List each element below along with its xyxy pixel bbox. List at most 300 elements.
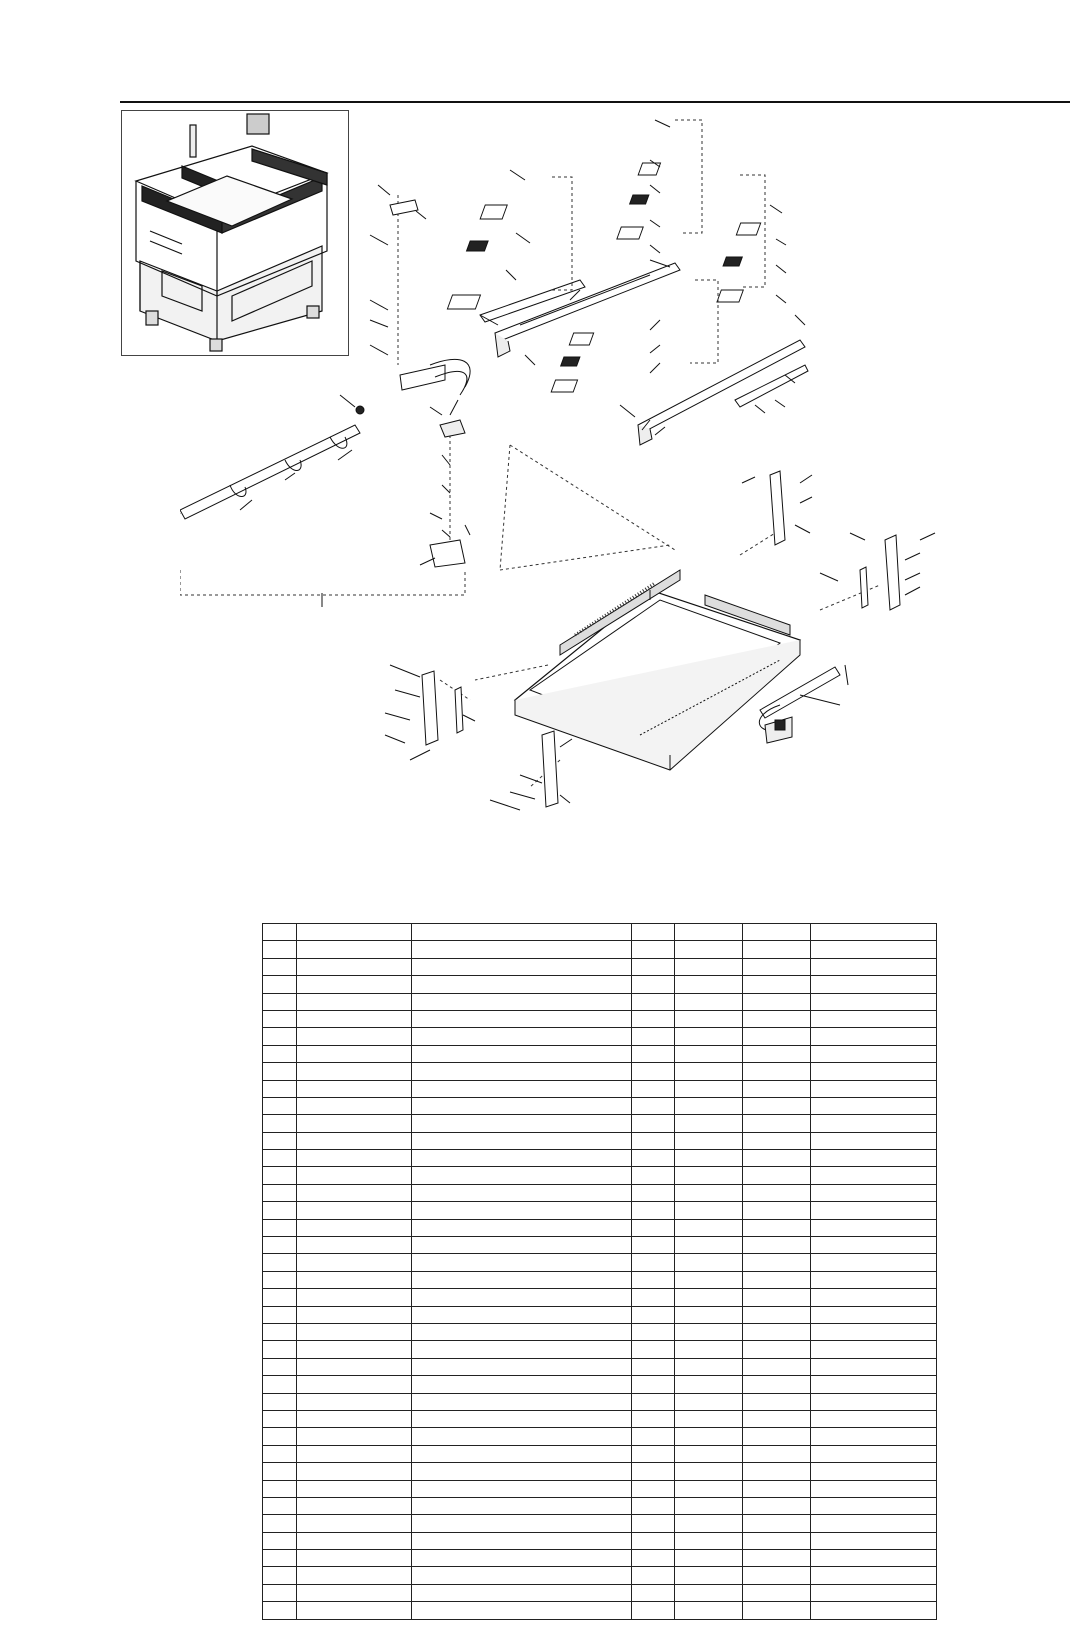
- table-cell: [811, 1184, 937, 1201]
- table-cell: [811, 1497, 937, 1514]
- table-cell: [412, 1550, 632, 1567]
- table-cell: [412, 976, 632, 993]
- table-cell: [743, 1115, 811, 1132]
- table-row: [263, 1532, 937, 1549]
- table-row: [263, 1584, 937, 1601]
- table-cell: [811, 1410, 937, 1427]
- table-cell: [632, 1150, 675, 1167]
- table-cell: [632, 924, 675, 941]
- table-cell: [263, 1150, 297, 1167]
- table-cell: [743, 1132, 811, 1149]
- table-cell: [263, 1323, 297, 1340]
- table-cell: [263, 1515, 297, 1532]
- table-cell: [297, 1184, 412, 1201]
- table-cell: [297, 1480, 412, 1497]
- table-cell: [632, 1237, 675, 1254]
- table-cell: [675, 941, 743, 958]
- table-cell: [743, 1550, 811, 1567]
- table-cell: [811, 993, 937, 1010]
- table-cell: [743, 1202, 811, 1219]
- table-cell: [675, 924, 743, 941]
- table-cell: [297, 1132, 412, 1149]
- table-header-row: [263, 924, 937, 941]
- table-cell: [263, 1584, 297, 1601]
- table-cell: [297, 1410, 412, 1427]
- table-cell: [743, 1410, 811, 1427]
- table-row: [263, 1271, 937, 1288]
- table-cell: [675, 1254, 743, 1271]
- table-cell: [811, 1289, 937, 1306]
- table-cell: [632, 1393, 675, 1410]
- table-cell: [632, 1341, 675, 1358]
- table-cell: [297, 1306, 412, 1323]
- table-cell: [297, 1063, 412, 1080]
- table-cell: [263, 1271, 297, 1288]
- table-cell: [675, 1323, 743, 1340]
- table-cell: [632, 1515, 675, 1532]
- table-cell: [297, 1323, 412, 1340]
- table-cell: [412, 1323, 632, 1340]
- table-cell: [811, 1045, 937, 1062]
- table-cell: [811, 1150, 937, 1167]
- table-cell: [675, 1602, 743, 1619]
- table-cell: [811, 1567, 937, 1584]
- table-cell: [263, 1080, 297, 1097]
- table-cell: [743, 1028, 811, 1045]
- table-cell: [297, 1045, 412, 1062]
- table-cell: [297, 976, 412, 993]
- table-cell: [263, 1045, 297, 1062]
- table-cell: [675, 1584, 743, 1601]
- table-cell: [743, 1289, 811, 1306]
- table-cell: [632, 1428, 675, 1445]
- table-row: [263, 1393, 937, 1410]
- table-cell: [632, 1219, 675, 1236]
- table-cell: [675, 1393, 743, 1410]
- table-cell: [675, 1010, 743, 1027]
- table-cell: [412, 1097, 632, 1114]
- table-cell: [675, 1463, 743, 1480]
- table-cell: [297, 941, 412, 958]
- table-cell: [263, 1254, 297, 1271]
- table-cell: [811, 1445, 937, 1462]
- table-cell: [412, 1271, 632, 1288]
- table-cell: [412, 1080, 632, 1097]
- table-cell: [675, 1532, 743, 1549]
- table-cell: [632, 1323, 675, 1340]
- table-cell: [743, 941, 811, 958]
- table-cell: [412, 1428, 632, 1445]
- table-cell: [263, 1010, 297, 1027]
- table-cell: [632, 1480, 675, 1497]
- table-cell: [632, 1410, 675, 1427]
- table-cell: [743, 1567, 811, 1584]
- table-cell: [297, 1254, 412, 1271]
- table-cell: [675, 1080, 743, 1097]
- table-cell: [632, 1167, 675, 1184]
- table-cell: [675, 1480, 743, 1497]
- table-cell: [412, 1497, 632, 1514]
- table-row: [263, 1515, 937, 1532]
- table-cell: [412, 1480, 632, 1497]
- table-row: [263, 1463, 937, 1480]
- table-row: [263, 1323, 937, 1340]
- table-cell: [297, 1167, 412, 1184]
- table-cell: [675, 1550, 743, 1567]
- table-cell: [297, 1097, 412, 1114]
- table-cell: [263, 1550, 297, 1567]
- table-cell: [412, 1410, 632, 1427]
- table-cell: [811, 1254, 937, 1271]
- table-cell: [263, 1410, 297, 1427]
- table-row: [263, 1045, 937, 1062]
- table-cell: [675, 1028, 743, 1045]
- table-cell: [263, 1184, 297, 1201]
- table-row: [263, 1080, 937, 1097]
- table-cell: [632, 1550, 675, 1567]
- table-cell: [632, 1376, 675, 1393]
- table-cell: [297, 924, 412, 941]
- table-cell: [297, 1150, 412, 1167]
- table-cell: [743, 1184, 811, 1201]
- table-cell: [632, 1567, 675, 1584]
- table-cell: [675, 1271, 743, 1288]
- table-cell: [675, 993, 743, 1010]
- table-cell: [675, 1150, 743, 1167]
- table-row: [263, 1289, 937, 1306]
- table-cell: [632, 1080, 675, 1097]
- table-cell: [632, 1289, 675, 1306]
- table-cell: [675, 1097, 743, 1114]
- table-cell: [675, 1410, 743, 1427]
- table-cell: [263, 1567, 297, 1584]
- table-cell: [811, 1237, 937, 1254]
- table-cell: [811, 1167, 937, 1184]
- table-cell: [412, 1584, 632, 1601]
- table-cell: [811, 1532, 937, 1549]
- table-cell: [412, 1306, 632, 1323]
- table-cell: [297, 1341, 412, 1358]
- table-cell: [811, 1271, 937, 1288]
- table-cell: [811, 1428, 937, 1445]
- table-cell: [263, 1497, 297, 1514]
- table-cell: [297, 1271, 412, 1288]
- table-cell: [297, 1567, 412, 1584]
- table-cell: [297, 1289, 412, 1306]
- table-cell: [811, 1028, 937, 1045]
- table-cell: [811, 1463, 937, 1480]
- table-cell: [297, 1028, 412, 1045]
- table-cell: [743, 1341, 811, 1358]
- table-cell: [811, 1358, 937, 1375]
- table-cell: [412, 1167, 632, 1184]
- table-cell: [811, 1602, 937, 1619]
- table-row: [263, 1167, 937, 1184]
- table-cell: [675, 1132, 743, 1149]
- table-cell: [675, 976, 743, 993]
- table-cell: [412, 993, 632, 1010]
- table-cell: [412, 1045, 632, 1062]
- table-cell: [811, 1080, 937, 1097]
- table-row: [263, 1550, 937, 1567]
- table-cell: [632, 941, 675, 958]
- table-cell: [811, 1584, 937, 1601]
- table-cell: [632, 1445, 675, 1462]
- table-row: [263, 1063, 937, 1080]
- table-cell: [632, 1306, 675, 1323]
- table-cell: [263, 1341, 297, 1358]
- table-cell: [297, 1550, 412, 1567]
- table-cell: [811, 941, 937, 958]
- table-cell: [811, 1323, 937, 1340]
- table-cell: [297, 1532, 412, 1549]
- table-row: [263, 1010, 937, 1027]
- table-cell: [412, 1115, 632, 1132]
- table-cell: [743, 1358, 811, 1375]
- table-cell: [263, 1132, 297, 1149]
- table-cell: [811, 1480, 937, 1497]
- table-cell: [412, 1567, 632, 1584]
- table-row: [263, 1445, 937, 1462]
- table-row: [263, 1237, 937, 1254]
- table-cell: [675, 1515, 743, 1532]
- table-row: [263, 1341, 937, 1358]
- table-cell: [263, 1480, 297, 1497]
- table-row: [263, 1602, 937, 1619]
- table-cell: [297, 1602, 412, 1619]
- table-cell: [263, 1219, 297, 1236]
- table-cell: [263, 1097, 297, 1114]
- table-cell: [632, 1358, 675, 1375]
- table-cell: [811, 1306, 937, 1323]
- table-cell: [412, 941, 632, 958]
- table-cell: [743, 1306, 811, 1323]
- table-cell: [743, 1428, 811, 1445]
- table-row: [263, 1254, 937, 1271]
- table-cell: [263, 976, 297, 993]
- table-cell: [675, 1289, 743, 1306]
- table-cell: [263, 1115, 297, 1132]
- table-row: [263, 1410, 937, 1427]
- table-cell: [811, 924, 937, 941]
- table-cell: [675, 1428, 743, 1445]
- table-cell: [743, 1167, 811, 1184]
- table-cell: [743, 1254, 811, 1271]
- table-cell: [811, 1341, 937, 1358]
- table-row: [263, 1567, 937, 1584]
- table-cell: [263, 1306, 297, 1323]
- table-cell: [263, 1393, 297, 1410]
- table-cell: [811, 976, 937, 993]
- table-cell: [297, 1515, 412, 1532]
- table-row: [263, 941, 937, 958]
- table-cell: [743, 1080, 811, 1097]
- table-cell: [632, 1584, 675, 1601]
- table-cell: [632, 976, 675, 993]
- table-cell: [412, 924, 632, 941]
- table-cell: [632, 1497, 675, 1514]
- table-cell: [263, 1289, 297, 1306]
- table-cell: [675, 1497, 743, 1514]
- table-cell: [743, 1445, 811, 1462]
- table-cell: [743, 976, 811, 993]
- table-cell: [743, 1532, 811, 1549]
- gantry-frame-exploded-icon: [180, 115, 1000, 875]
- table-cell: [263, 1202, 297, 1219]
- table-cell: [743, 1515, 811, 1532]
- table-cell: [412, 1515, 632, 1532]
- table-cell: [632, 1132, 675, 1149]
- table-cell: [412, 1376, 632, 1393]
- table-cell: [675, 1567, 743, 1584]
- table-cell: [412, 1132, 632, 1149]
- table-cell: [675, 1376, 743, 1393]
- table-cell: [632, 1097, 675, 1114]
- table-cell: [632, 993, 675, 1010]
- table-cell: [412, 1184, 632, 1201]
- table-cell: [675, 1184, 743, 1201]
- table-cell: [743, 1393, 811, 1410]
- table-cell: [743, 1219, 811, 1236]
- table-cell: [811, 1010, 937, 1027]
- table-cell: [743, 1602, 811, 1619]
- table-cell: [632, 1254, 675, 1271]
- table-cell: [811, 958, 937, 975]
- table-cell: [675, 1237, 743, 1254]
- table-cell: [743, 958, 811, 975]
- table-cell: [297, 1202, 412, 1219]
- table-cell: [811, 1219, 937, 1236]
- table-cell: [263, 958, 297, 975]
- parts-list-table: [262, 923, 937, 1620]
- table-row: [263, 1497, 937, 1514]
- table-cell: [412, 1445, 632, 1462]
- table-cell: [743, 1480, 811, 1497]
- table-cell: [632, 1602, 675, 1619]
- table-cell: [263, 1358, 297, 1375]
- header-rule: [120, 101, 1070, 103]
- table-cell: [297, 1010, 412, 1027]
- table-cell: [412, 1463, 632, 1480]
- table-cell: [412, 1341, 632, 1358]
- table-cell: [412, 1532, 632, 1549]
- table-cell: [743, 924, 811, 941]
- table-cell: [412, 1010, 632, 1027]
- table-cell: [263, 1463, 297, 1480]
- table-row: [263, 1132, 937, 1149]
- table-cell: [743, 1271, 811, 1288]
- table-cell: [743, 1376, 811, 1393]
- table-cell: [297, 958, 412, 975]
- table-row: [263, 1306, 937, 1323]
- table-cell: [743, 1584, 811, 1601]
- table-cell: [811, 1515, 937, 1532]
- table-cell: [263, 941, 297, 958]
- table-cell: [412, 958, 632, 975]
- table-cell: [743, 1010, 811, 1027]
- table-cell: [263, 1028, 297, 1045]
- table-cell: [263, 924, 297, 941]
- table-cell: [412, 1063, 632, 1080]
- table-cell: [297, 1080, 412, 1097]
- table-cell: [297, 1393, 412, 1410]
- table-cell: [412, 1254, 632, 1271]
- table-cell: [632, 1532, 675, 1549]
- table-cell: [743, 1237, 811, 1254]
- table-cell: [811, 1550, 937, 1567]
- table-cell: [675, 958, 743, 975]
- table-cell: [675, 1063, 743, 1080]
- table-row: [263, 1376, 937, 1393]
- table-row: [263, 1358, 937, 1375]
- table-cell: [675, 1341, 743, 1358]
- table-cell: [632, 1463, 675, 1480]
- table-cell: [412, 1028, 632, 1045]
- table-cell: [297, 1445, 412, 1462]
- table-cell: [412, 1150, 632, 1167]
- table-cell: [412, 1602, 632, 1619]
- table-cell: [263, 1376, 297, 1393]
- table-cell: [297, 1219, 412, 1236]
- table-cell: [632, 958, 675, 975]
- table-row: [263, 1219, 937, 1236]
- table-row: [263, 1028, 937, 1045]
- table-cell: [743, 1463, 811, 1480]
- table-cell: [263, 1167, 297, 1184]
- table-row: [263, 1184, 937, 1201]
- table-cell: [675, 1167, 743, 1184]
- table-cell: [675, 1115, 743, 1132]
- table-cell: [632, 1028, 675, 1045]
- table-cell: [632, 1202, 675, 1219]
- table-row: [263, 958, 937, 975]
- table-cell: [675, 1306, 743, 1323]
- table-cell: [297, 1237, 412, 1254]
- table-cell: [632, 1271, 675, 1288]
- table-cell: [811, 1376, 937, 1393]
- table-cell: [743, 1497, 811, 1514]
- table-cell: [263, 1602, 297, 1619]
- table-cell: [412, 1202, 632, 1219]
- table-cell: [412, 1393, 632, 1410]
- table-row: [263, 1202, 937, 1219]
- table-cell: [743, 1045, 811, 1062]
- table-cell: [811, 1097, 937, 1114]
- table-cell: [675, 1202, 743, 1219]
- table-cell: [675, 1045, 743, 1062]
- table-cell: [632, 1115, 675, 1132]
- table-cell: [811, 1132, 937, 1149]
- table-cell: [675, 1445, 743, 1462]
- table-cell: [743, 1150, 811, 1167]
- table-cell: [743, 1323, 811, 1340]
- table-cell: [412, 1289, 632, 1306]
- table-cell: [297, 1115, 412, 1132]
- table-cell: [297, 1358, 412, 1375]
- table-cell: [297, 1376, 412, 1393]
- table-cell: [297, 1584, 412, 1601]
- table-row: [263, 1428, 937, 1445]
- main-frame: [515, 570, 800, 770]
- table-row: [263, 1115, 937, 1132]
- table-row: [263, 993, 937, 1010]
- table-cell: [811, 1115, 937, 1132]
- table-cell: [743, 1097, 811, 1114]
- table-cell: [297, 1428, 412, 1445]
- table-cell: [632, 1045, 675, 1062]
- table-cell: [263, 1532, 297, 1549]
- table-cell: [811, 1202, 937, 1219]
